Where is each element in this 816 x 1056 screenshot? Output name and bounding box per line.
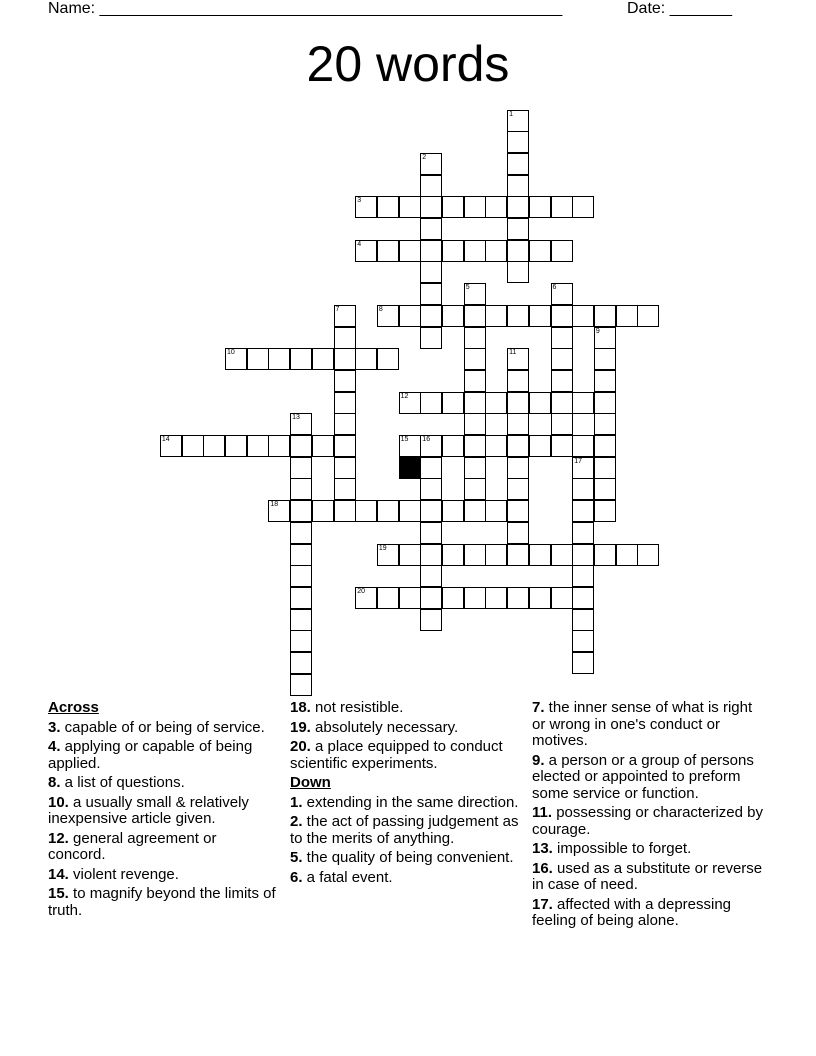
grid-cell[interactable] — [355, 587, 377, 609]
grid-cell[interactable] — [485, 240, 507, 262]
clue-item — [532, 841, 768, 858]
clue-number: 19 — [378, 544, 387, 552]
down-heading: Down — [290, 774, 331, 791]
grid-cell[interactable] — [507, 240, 529, 262]
grid-cell[interactable] — [507, 348, 529, 370]
grid-cell[interactable] — [594, 478, 616, 500]
clue-item-text: possessing or characterized by courage. — [532, 804, 763, 838]
date-field[interactable]: Date: _______ — [627, 0, 732, 17]
grid-cell[interactable] — [290, 652, 312, 674]
clue-item-number: 8. — [48, 774, 61, 791]
clue-item-number: 7. — [532, 699, 545, 716]
grid-cell[interactable] — [464, 587, 486, 609]
clue-item-number: 1. — [290, 793, 303, 811]
clues-column-3 — [532, 700, 768, 933]
grid-cell[interactable] — [312, 435, 334, 457]
grid-cell[interactable] — [594, 327, 616, 349]
grid-cell[interactable] — [334, 305, 356, 327]
clue-number: 20 — [357, 587, 365, 595]
grid-cell[interactable] — [355, 240, 377, 262]
grid-cell[interactable] — [485, 544, 507, 566]
grid-cell[interactable] — [572, 630, 594, 652]
grid-cell[interactable] — [529, 587, 551, 609]
grid-cell[interactable] — [247, 435, 269, 457]
grid-cell[interactable] — [464, 327, 486, 349]
clue-item-number: 3. — [48, 718, 61, 736]
clue-number: 18 — [270, 501, 279, 509]
clue-item — [290, 739, 525, 772]
clue-item-text: affected with a depressing feeling of being alone. — [532, 895, 732, 929]
grid-cell[interactable] — [507, 435, 529, 457]
grid-cell[interactable] — [420, 283, 442, 305]
grid-cell[interactable] — [442, 240, 464, 262]
clue-item-number: 5. — [290, 849, 303, 866]
clue-item — [532, 861, 768, 894]
grid-cell[interactable] — [507, 196, 529, 218]
down-clue-list-continued — [532, 700, 768, 930]
clue-item-text: to magnify beyond the limits of truth. — [48, 885, 276, 919]
grid-cell[interactable] — [485, 587, 507, 609]
grid-cell[interactable] — [377, 500, 399, 522]
grid-cell[interactable] — [551, 370, 573, 392]
grid-cell[interactable] — [551, 283, 573, 305]
grid-cell[interactable] — [507, 175, 529, 197]
clue-item — [48, 775, 278, 792]
clue-item-number: 11. — [532, 804, 553, 821]
grid-cell[interactable] — [464, 348, 486, 370]
grid-cell[interactable] — [507, 500, 529, 522]
clue-item — [48, 867, 278, 884]
grid-cell[interactable] — [507, 413, 529, 435]
grid-cell[interactable] — [377, 305, 399, 327]
grid-cell[interactable] — [377, 196, 399, 218]
clue-item — [48, 795, 278, 828]
grid-cell[interactable] — [551, 587, 573, 609]
grid-cell[interactable] — [572, 609, 594, 631]
grid-cell[interactable] — [551, 413, 573, 435]
grid-cell[interactable] — [290, 522, 312, 544]
name-field[interactable]: Name: ____________________________________________________ — [48, 0, 563, 17]
clue-number: 7 — [335, 305, 340, 313]
grid-cell[interactable] — [420, 240, 442, 262]
grid-cell[interactable] — [442, 435, 464, 457]
grid-cell[interactable] — [572, 587, 594, 609]
down-clue-list — [290, 795, 525, 887]
grid-cell[interactable] — [551, 392, 573, 414]
grid-cell[interactable] — [442, 196, 464, 218]
grid-cell[interactable] — [551, 544, 573, 566]
grid-cell[interactable] — [551, 348, 573, 370]
grid-cell[interactable] — [268, 435, 290, 457]
grid-cell[interactable] — [529, 435, 551, 457]
grid-cell[interactable] — [377, 587, 399, 609]
grid-cell[interactable] — [507, 457, 529, 479]
grid-cell[interactable] — [399, 500, 421, 522]
grid-cell[interactable] — [203, 435, 225, 457]
clue-item-number: 9. — [532, 751, 545, 769]
grid-cell[interactable] — [355, 500, 377, 522]
grid-cell[interactable] — [572, 522, 594, 544]
grid-cell[interactable] — [290, 587, 312, 609]
grid-cell[interactable] — [334, 327, 356, 349]
grid-cell[interactable] — [377, 348, 399, 370]
grid-cell[interactable] — [507, 522, 529, 544]
grid-cell[interactable] — [529, 240, 551, 262]
grid-cell[interactable] — [442, 392, 464, 414]
clue-item-number: 15. — [48, 885, 69, 902]
grid-cell[interactable] — [442, 544, 464, 566]
clue-number: 11 — [509, 349, 517, 357]
grid-cell[interactable] — [290, 435, 312, 457]
clue-item — [290, 720, 525, 737]
grid-cell[interactable] — [594, 544, 616, 566]
clue-number: 17 — [574, 457, 582, 465]
grid-cell[interactable] — [290, 413, 312, 435]
clue-item-number: 12. — [48, 829, 69, 847]
grid-cell[interactable] — [507, 478, 529, 500]
grid-cell[interactable] — [334, 392, 356, 414]
clue-item-number: 20. — [290, 738, 311, 755]
grid-cell[interactable] — [529, 544, 551, 566]
clue-item-text: absolutely necessary. — [310, 718, 459, 736]
grid-cell[interactable] — [182, 435, 204, 457]
grid-cell[interactable] — [594, 305, 616, 327]
grid-cell[interactable] — [290, 478, 312, 500]
grid-cell[interactable] — [572, 305, 594, 327]
clue-item — [532, 805, 768, 838]
clue-number: 13 — [292, 414, 300, 422]
grid-cell[interactable] — [572, 478, 594, 500]
clue-item-number: 17. — [532, 895, 553, 913]
grid-cell[interactable] — [572, 457, 594, 479]
grid-cell[interactable] — [420, 175, 442, 197]
grid-cell[interactable] — [290, 630, 312, 652]
across-clue-list — [48, 720, 278, 920]
grid-cell[interactable] — [160, 435, 182, 457]
clue-item-text: general agreement or concord. — [48, 829, 217, 863]
clue-item — [290, 700, 525, 717]
grid-cell[interactable] — [594, 435, 616, 457]
grid-cell[interactable] — [594, 392, 616, 414]
grid-cell[interactable] — [464, 457, 486, 479]
grid-cell[interactable] — [420, 218, 442, 240]
grid-cell[interactable] — [377, 544, 399, 566]
grid-cell[interactable] — [485, 305, 507, 327]
grid-cell[interactable] — [399, 392, 421, 414]
grid-cell[interactable] — [464, 283, 486, 305]
grid-cell[interactable] — [464, 370, 486, 392]
grid-cell[interactable] — [420, 609, 442, 631]
clue-item — [48, 831, 278, 864]
grid-cell[interactable] — [507, 261, 529, 283]
clue-number: 2 — [422, 153, 427, 161]
grid-cell[interactable] — [355, 196, 377, 218]
grid-cell[interactable] — [485, 196, 507, 218]
clue-item-number: 16. — [532, 859, 553, 877]
grid-cell[interactable] — [507, 153, 529, 175]
grid-cell[interactable] — [334, 478, 356, 500]
clue-number: 9 — [595, 327, 600, 335]
grid-cell[interactable] — [420, 544, 442, 566]
grid-cell[interactable] — [377, 240, 399, 262]
grid-cell[interactable] — [507, 370, 529, 392]
page-title: 20 words — [306, 36, 510, 92]
grid-cell[interactable] — [420, 565, 442, 587]
grid-cell[interactable] — [290, 348, 312, 370]
grid-cell[interactable] — [268, 500, 290, 522]
grid-cell[interactable] — [464, 413, 486, 435]
across-heading: Across — [48, 699, 99, 716]
grid-cell[interactable] — [551, 305, 573, 327]
grid-cell[interactable] — [334, 435, 356, 457]
grid-cell[interactable] — [334, 457, 356, 479]
grid-cell[interactable] — [399, 435, 421, 457]
grid-cell[interactable] — [420, 587, 442, 609]
clue-item-text: capable of or being of service. — [60, 718, 265, 736]
grid-cell[interactable] — [420, 392, 442, 414]
grid-cell[interactable] — [572, 435, 594, 457]
clue-number: 14 — [161, 436, 170, 443]
grid-cell[interactable] — [399, 196, 421, 218]
grid-cell[interactable] — [551, 435, 573, 457]
clue-number: 6 — [552, 284, 557, 292]
grid-cell[interactable] — [572, 196, 594, 218]
grid-cell[interactable] — [485, 500, 507, 522]
grid-cell[interactable] — [572, 500, 594, 522]
grid-cell[interactable] — [399, 305, 421, 327]
clue-item-number: 2. — [290, 813, 303, 830]
grid-cell[interactable] — [464, 392, 486, 414]
clue-item-text: used as a substitute or reverse in case of need. — [532, 859, 763, 893]
grid-cell[interactable] — [420, 478, 442, 500]
grid-cell[interactable] — [290, 457, 312, 479]
clue-item-text: applying or capable of being applied. — [48, 738, 253, 772]
grid-cell[interactable] — [334, 348, 356, 370]
grid-cell[interactable] — [420, 522, 442, 544]
grid-cell[interactable] — [464, 435, 486, 457]
clue-number: 12 — [400, 392, 409, 400]
clue-item — [290, 870, 525, 887]
grid-cell[interactable] — [551, 196, 573, 218]
grid-cell[interactable] — [247, 348, 269, 370]
grid-cell[interactable] — [399, 587, 421, 609]
clue-item-number: 19. — [290, 718, 311, 736]
grid-cell[interactable] — [334, 500, 356, 522]
clue-item — [532, 753, 768, 803]
clues-column-2 — [290, 700, 525, 889]
clue-number: 1 — [509, 110, 513, 118]
grid-cell[interactable] — [507, 110, 529, 132]
grid-cell[interactable] — [529, 392, 551, 414]
grid-cell[interactable] — [464, 196, 486, 218]
grid-cell[interactable] — [420, 261, 442, 283]
grid-cell[interactable] — [464, 240, 486, 262]
clue-item-number: 14. — [48, 865, 69, 883]
clue-item-number: 4. — [48, 738, 61, 755]
clue-number: 5 — [465, 284, 470, 292]
grid-cell[interactable] — [355, 348, 377, 370]
grid-cell[interactable] — [290, 544, 312, 566]
clue-item-text: the quality of being convenient. — [302, 849, 514, 866]
grid-cell[interactable] — [594, 413, 616, 435]
grid-cell[interactable] — [507, 544, 529, 566]
clue-item-number: 10. — [48, 793, 69, 811]
grid-cell[interactable] — [572, 565, 594, 587]
grid-cell[interactable] — [507, 218, 529, 240]
grid-cell[interactable] — [420, 457, 442, 479]
clue-item-number: 13. — [532, 840, 553, 857]
grid-cell[interactable] — [420, 500, 442, 522]
grid-cell[interactable] — [464, 478, 486, 500]
grid-cell[interactable] — [464, 500, 486, 522]
grid-cell[interactable] — [225, 435, 247, 457]
clue-item-text: the inner sense of what is right or wrong in one's conduct or motives. — [532, 699, 753, 749]
clue-item — [532, 897, 768, 930]
clue-number: 4 — [357, 240, 362, 248]
across-clue-list-continued — [290, 700, 525, 772]
grid-cell[interactable] — [507, 392, 529, 414]
grid-cell[interactable] — [637, 544, 659, 566]
grid-cell[interactable] — [572, 544, 594, 566]
grid-cell[interactable] — [290, 565, 312, 587]
grid-cell[interactable] — [464, 305, 486, 327]
grid-cell[interactable] — [399, 240, 421, 262]
grid-cell[interactable] — [420, 305, 442, 327]
clue-item-text: a list of questions. — [60, 774, 185, 791]
blocked-cell — [399, 457, 421, 479]
grid-cell[interactable] — [290, 609, 312, 631]
grid-cell[interactable] — [420, 327, 442, 349]
clue-item-number: 18. — [290, 699, 311, 716]
grid-cell[interactable] — [399, 544, 421, 566]
grid-cell[interactable] — [529, 305, 551, 327]
grid-cell[interactable] — [529, 196, 551, 218]
grid-cell[interactable] — [420, 196, 442, 218]
grid-cell[interactable] — [594, 370, 616, 392]
clue-item — [48, 739, 278, 772]
grid-cell[interactable] — [485, 435, 507, 457]
clue-item-number: 6. — [290, 868, 303, 886]
grid-cell[interactable] — [551, 327, 573, 349]
grid-cell[interactable] — [290, 674, 312, 696]
grid-cell[interactable] — [268, 348, 290, 370]
clue-item-text: violent revenge. — [68, 865, 179, 883]
grid-cell[interactable] — [442, 587, 464, 609]
grid-cell[interactable] — [507, 587, 529, 609]
grid-cell[interactable] — [594, 348, 616, 370]
clue-number: 3 — [357, 197, 362, 205]
grid-cell[interactable] — [485, 392, 507, 414]
clue-number: 10 — [227, 349, 235, 357]
grid-cell[interactable] — [572, 652, 594, 674]
clue-item-text: a place equipped to conduct scientific experiments. — [290, 738, 503, 772]
clue-number: 8 — [378, 305, 383, 313]
grid-cell[interactable] — [594, 457, 616, 479]
clue-item-text: impossible to forget. — [552, 840, 692, 857]
grid-cell[interactable] — [507, 305, 529, 327]
grid-cell[interactable] — [507, 131, 529, 153]
clue-number: 15 — [400, 436, 409, 443]
clue-item — [48, 886, 278, 919]
grid-cell[interactable] — [312, 348, 334, 370]
clue-item — [290, 850, 525, 867]
clue-item-text: extending in the same direction. — [302, 793, 519, 811]
grid-cell[interactable] — [420, 153, 442, 175]
clue-item — [532, 700, 768, 750]
grid-cell[interactable] — [616, 305, 638, 327]
grid-cell[interactable] — [420, 435, 442, 457]
grid-cell[interactable] — [551, 240, 573, 262]
clue-item — [290, 795, 525, 812]
clue-item-text: not resistible. — [310, 699, 404, 716]
grid-cell[interactable] — [637, 305, 659, 327]
grid-cell[interactable] — [334, 370, 356, 392]
clue-item-text: the act of passing judgement as to the merits of anything. — [290, 813, 519, 847]
clue-item — [48, 720, 278, 737]
clue-item-text: a fatal event. — [302, 868, 393, 886]
clue-number: 16 — [422, 436, 431, 443]
grid-cell[interactable] — [290, 500, 312, 522]
grid-cell[interactable] — [225, 348, 247, 370]
grid-cell[interactable] — [312, 500, 334, 522]
clue-item — [290, 814, 525, 847]
grid-cell[interactable] — [464, 544, 486, 566]
grid-cell[interactable] — [616, 544, 638, 566]
grid-cell[interactable] — [572, 392, 594, 414]
grid-cell[interactable] — [442, 305, 464, 327]
grid-cell[interactable] — [334, 413, 356, 435]
clues-column-1 — [48, 700, 278, 922]
grid-cell[interactable] — [442, 500, 464, 522]
clue-item-text: a usually small & relatively inexpensive article given. — [48, 793, 249, 827]
grid-cell[interactable] — [594, 500, 616, 522]
clue-item-text: a person or a group of persons elected or appointed to preform some service or function. — [532, 751, 754, 802]
